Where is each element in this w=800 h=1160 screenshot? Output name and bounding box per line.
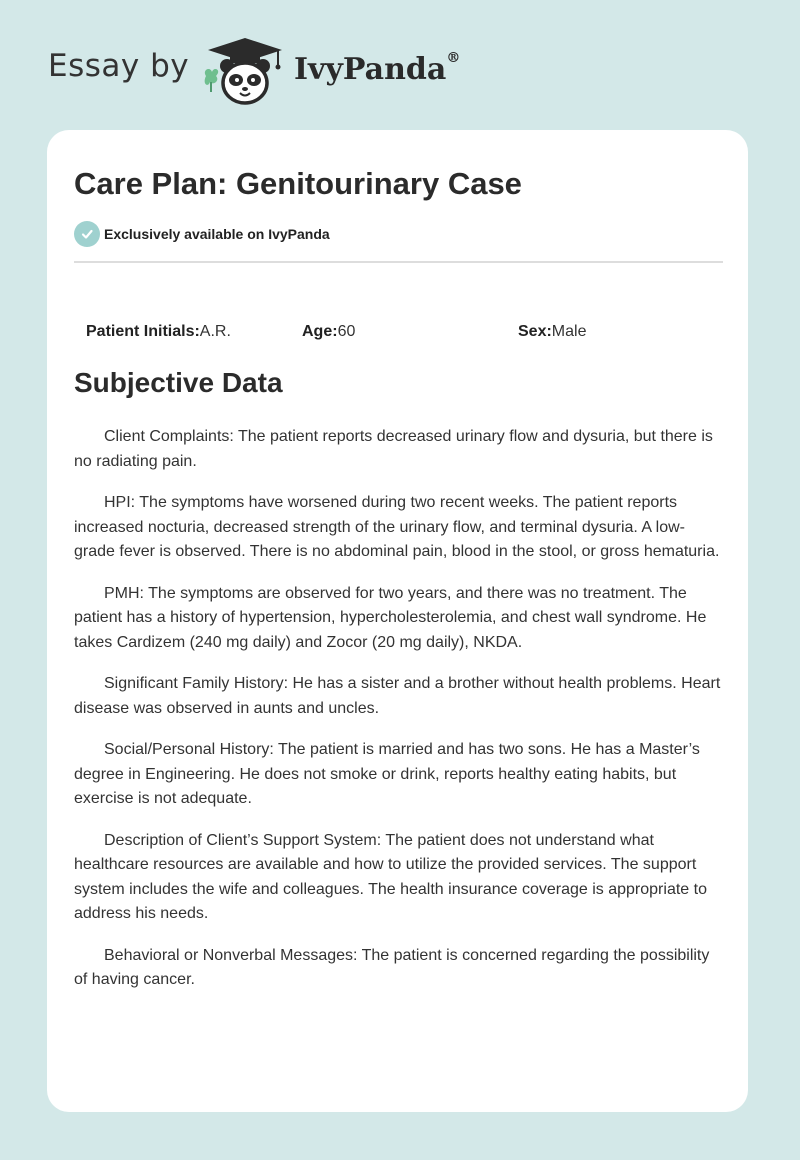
patient-sex: Sex:Male (518, 323, 587, 340)
paragraph-client-complaints: Client Complaints: The patient reports decreased urinary flow and dysuria, but there is no radiating pain. (74, 428, 713, 470)
patient-age: Age:60 (302, 323, 356, 340)
exclusive-badge (74, 221, 330, 247)
site-header (0, 0, 800, 120)
page-title: Care Plan: Genitourinary Case (74, 166, 522, 201)
patient-initials: Patient Initials:A.R. (86, 323, 231, 340)
brand-name[interactable]: IvyPanda® (294, 50, 461, 87)
paragraph-pmh: PMH: The symptoms are observed for two years, and there was no treatment. The patient has a history of hypertension, hypercholesterolemia, and chest wall syndrome. He takes Cardizem (240 mg daily) and Zocor (20 mg daily), NKDA. (74, 584, 707, 651)
essay-card (47, 130, 748, 1112)
section-title-subjective-data: Subjective Data (74, 367, 283, 398)
ivy-leaf-icon (205, 69, 219, 92)
check-icon (74, 221, 100, 247)
essay-by-label: Essay by (48, 48, 190, 84)
panda-graduate-logo-icon[interactable] (200, 36, 290, 108)
registered-mark: ® (446, 50, 461, 66)
paragraph-family-history: Significant Family History: He has a sister and a brother without health problems. Heart disease was observed in aunts and uncles. (74, 675, 721, 717)
exclusive-badge-label: Exclusively available on IvyPanda (104, 226, 330, 242)
paragraph-hpi: HPI: The symptoms have worsened during two recent weeks. The patient reports increased nocturia, decreased strength of the urinary flow, and terminal dysuria. A low-grade fever is observed. There is no abdominal pain, blood in the stool, or gross hematuria. (74, 494, 720, 560)
essay-body (74, 425, 724, 1010)
paragraph-support-system: Description of Client’s Support System: The patient does not understand what healthcare resources are available and how to utilize the provided services. The support system includes the wife and colleagues. The health insurance coverage is appropriate to address his needs. (74, 831, 707, 922)
paragraph-social-history: Social/Personal History: The patient is married and has two sons. He has a Master’s degree in Engineering. He does not smoke or drink, reports healthy eating habits, but exercise is not adequate. (74, 741, 700, 807)
divider (74, 261, 723, 263)
paragraph-behavioral-messages: Behavioral or Nonverbal Messages: The patient is concerned regarding the possibility of having cancer. (74, 946, 710, 988)
